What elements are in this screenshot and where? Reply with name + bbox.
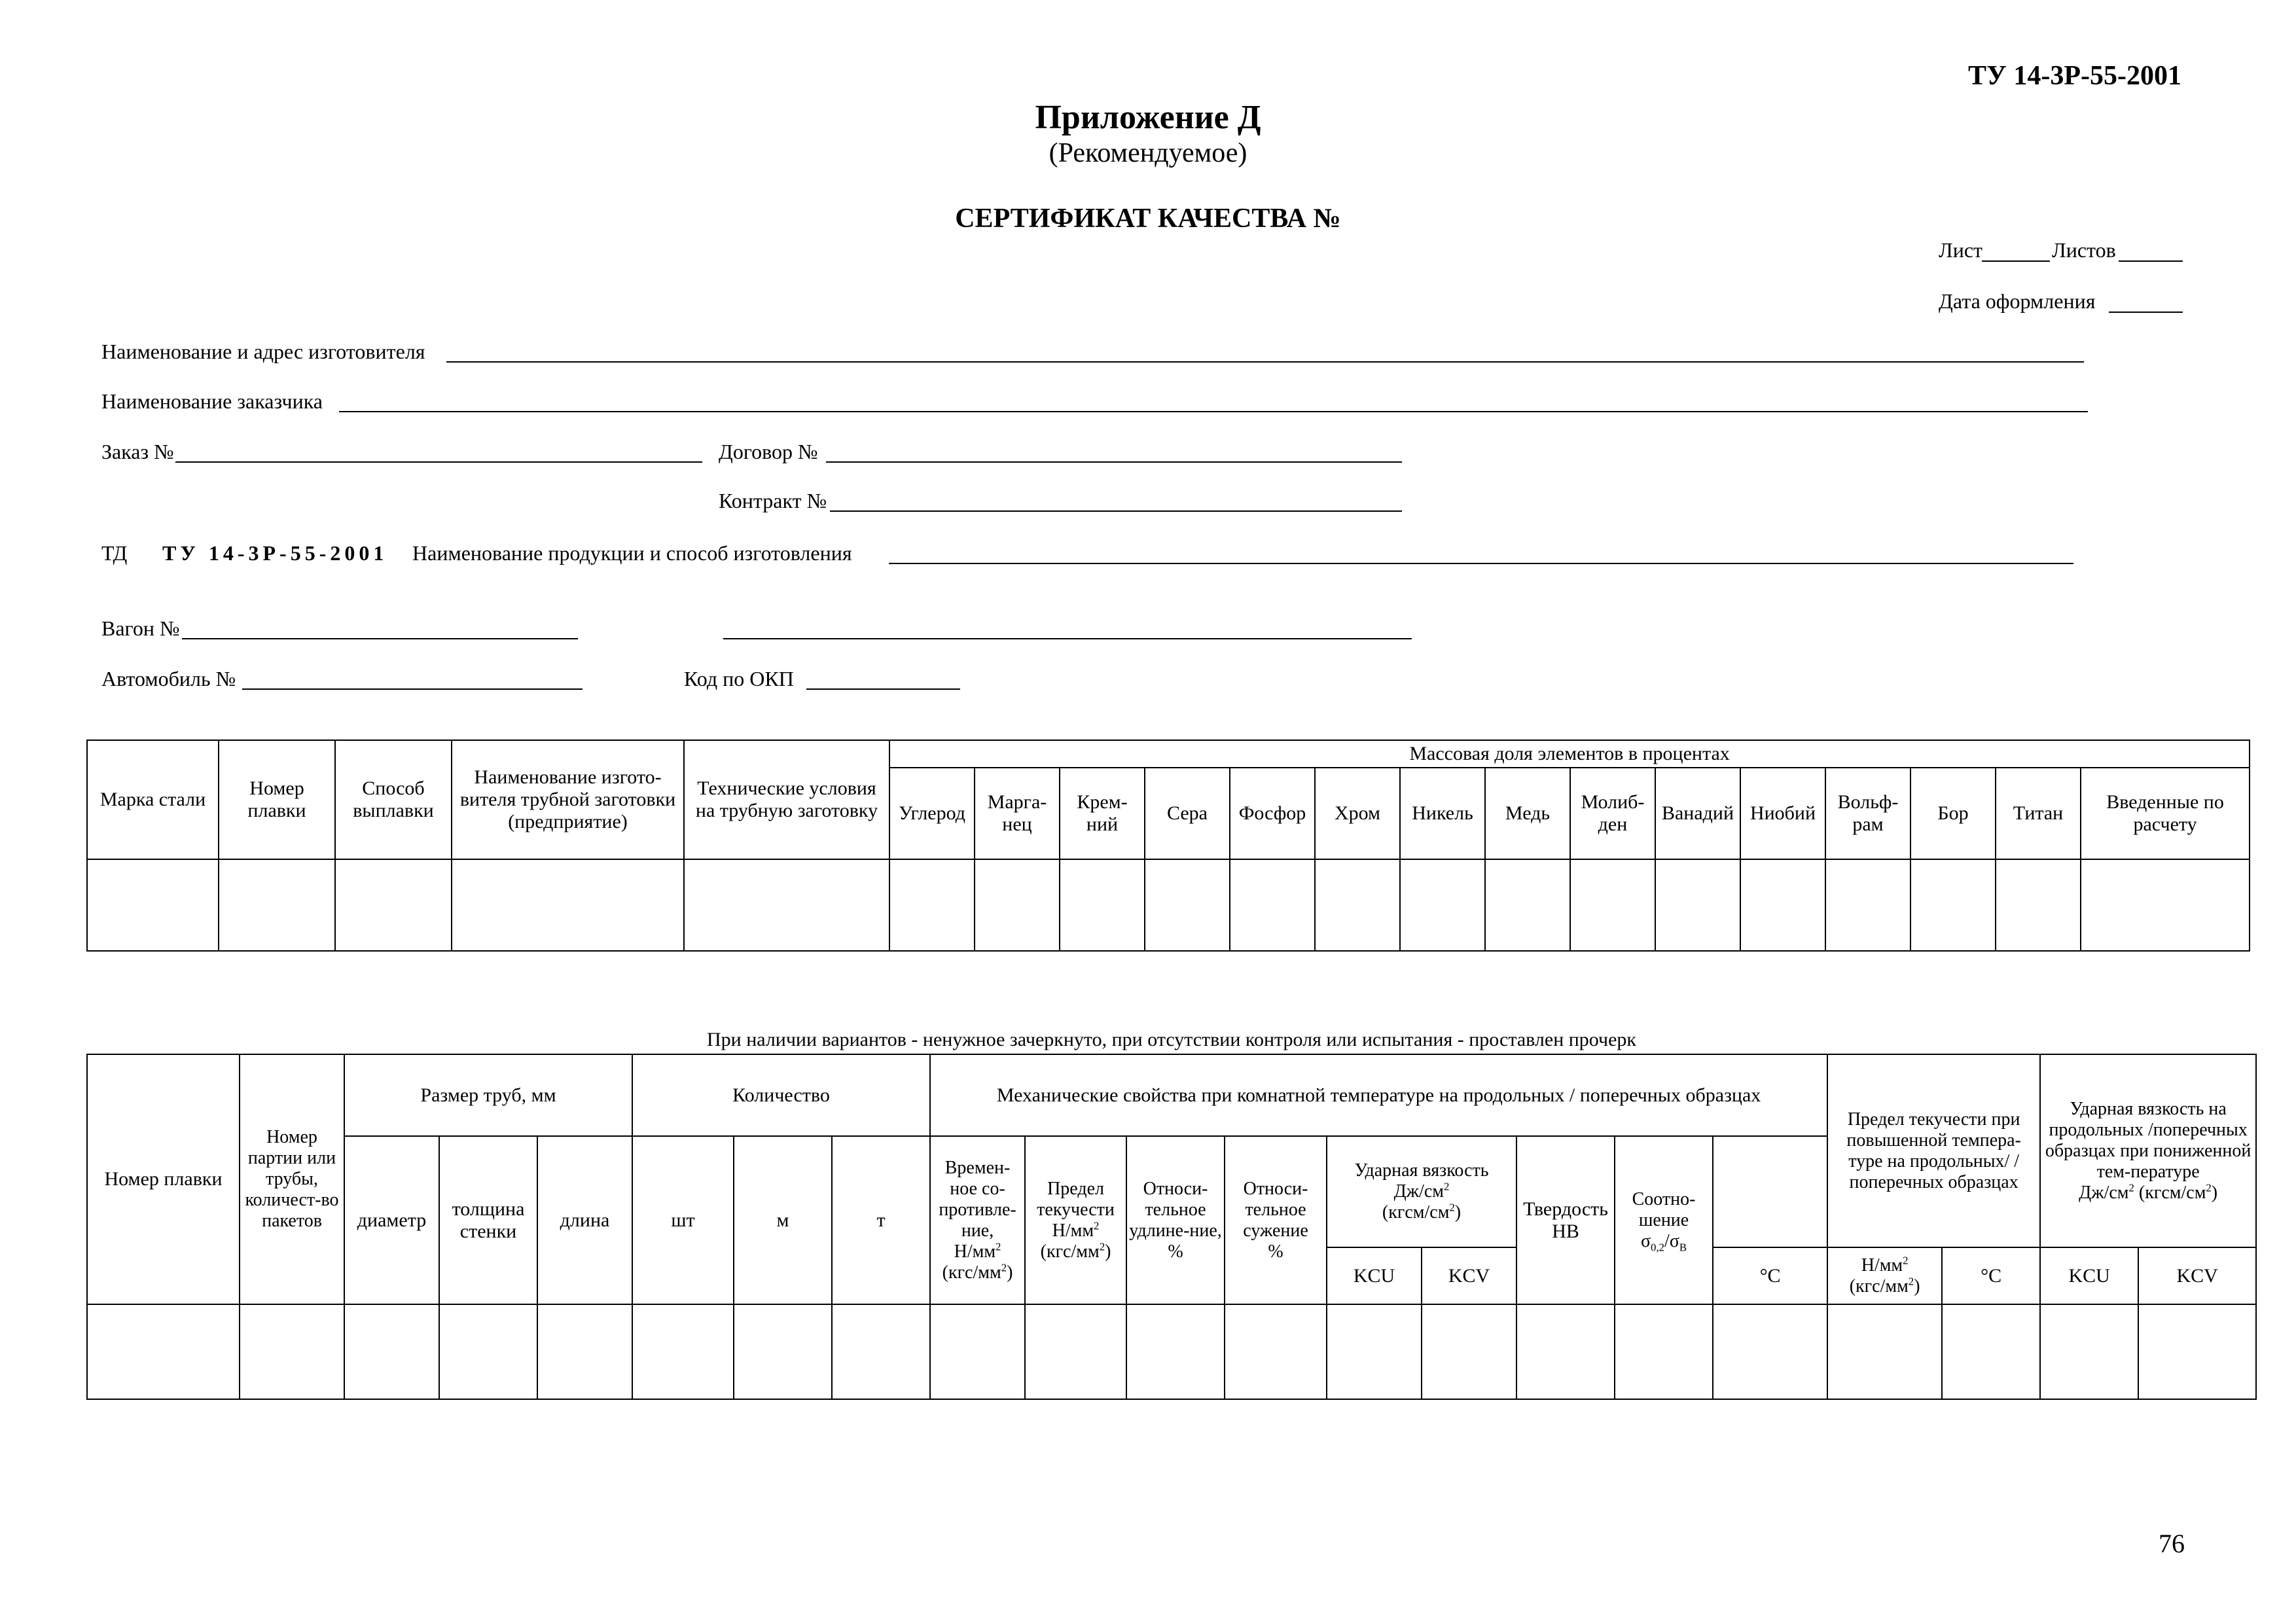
data-cell[interactable] xyxy=(632,1304,734,1399)
data-cell[interactable] xyxy=(344,1304,439,1399)
data-cell[interactable] xyxy=(1060,859,1145,951)
wagon-extra-field[interactable] xyxy=(723,638,1412,639)
col-element: Медь xyxy=(1485,768,1570,859)
date-label: Дата оформления xyxy=(1939,289,2096,313)
data-cell[interactable] xyxy=(1827,1304,1942,1399)
data-cell[interactable] xyxy=(452,859,684,951)
data-cell[interactable] xyxy=(439,1304,537,1399)
wagon-field[interactable] xyxy=(182,638,578,639)
page-number: 76 xyxy=(2159,1529,2185,1558)
data-cell[interactable] xyxy=(1615,1304,1713,1399)
mech-properties-header: Механические свойства при комнатной температуре на продольных / поперечных образцах xyxy=(930,1054,1827,1136)
data-cell[interactable] xyxy=(1315,859,1400,951)
data-cell[interactable] xyxy=(1230,859,1315,951)
data-cell[interactable] xyxy=(1485,859,1570,951)
sigma-subscript: 0,2 xyxy=(1651,1241,1665,1254)
appendix-title: Приложение Д xyxy=(1035,99,1261,136)
col-melting-method: Способ выплавки xyxy=(335,740,452,859)
col-element: Молиб-ден xyxy=(1570,768,1655,859)
data-cell[interactable] xyxy=(734,1304,832,1399)
sheet-field[interactable] xyxy=(1982,260,2050,262)
document-code: ТУ 14-3Р-55-2001 xyxy=(1968,61,2181,91)
data-cell[interactable] xyxy=(87,1304,240,1399)
impact-unit: Дж/см xyxy=(1393,1181,1444,1202)
data-cell[interactable] xyxy=(2040,1304,2138,1399)
appendix-subtitle: (Рекомендуемое) xyxy=(1049,138,1247,168)
certificate-title: СЕРТИФИКАТ КАЧЕСТВА № xyxy=(955,204,1341,234)
product-label: Наименование продукции и способ изготовления xyxy=(412,541,852,565)
data-cell[interactable] xyxy=(684,859,889,951)
order-label: Заказ № xyxy=(101,440,174,463)
impact-header: Ударная вязкость $Дж/см^2$ $(кгсм/см^2)$ xyxy=(1327,1136,1516,1247)
data-cell[interactable] xyxy=(87,859,219,951)
data-cell[interactable] xyxy=(832,1304,930,1399)
col-element: Крем-ний xyxy=(1060,768,1145,859)
tensile-unit2: (кгс/мм xyxy=(942,1262,1001,1283)
col-billet-specs: Технические условия на трубную заготовку xyxy=(684,740,889,859)
td-value: ТУ 14-3Р-55-2001 xyxy=(162,541,388,565)
customer-field[interactable] xyxy=(339,411,2088,412)
okp-field[interactable] xyxy=(806,688,960,690)
col-steel-grade: Марка стали xyxy=(87,740,219,859)
impact-text: Ударная вязкость xyxy=(1354,1160,1489,1181)
sheet-label: Лист xyxy=(1939,238,1983,262)
col-pcs: шт xyxy=(632,1136,734,1304)
contract-label: Контракт № xyxy=(719,489,827,512)
order-field[interactable] xyxy=(175,461,702,463)
data-cell[interactable] xyxy=(1225,1304,1327,1399)
col-element: Бор xyxy=(1910,768,1996,859)
data-cell[interactable] xyxy=(219,859,335,951)
tensile-text: Времен-ное со-противле-ние, xyxy=(939,1157,1016,1241)
col-kcu: KCU xyxy=(2040,1247,2138,1304)
reduction-unit: % xyxy=(1268,1241,1283,1262)
n-mm-unit: Н/мм xyxy=(1861,1255,1903,1275)
sigma-symbol: σ xyxy=(1669,1230,1679,1251)
col-element: Фосфор xyxy=(1230,768,1315,859)
agreement-field[interactable] xyxy=(826,461,1402,463)
data-cell[interactable] xyxy=(2081,859,2250,951)
data-cell[interactable] xyxy=(537,1304,632,1399)
wagon-label: Вагон № xyxy=(101,616,180,640)
data-cell[interactable] xyxy=(1942,1304,2040,1399)
data-cell[interactable] xyxy=(1655,859,1740,951)
data-cell[interactable] xyxy=(975,859,1060,951)
col-kcv: KCV xyxy=(1422,1247,1516,1304)
quantity-header: Количество xyxy=(632,1054,930,1136)
col-element: Хром xyxy=(1315,768,1400,859)
car-label: Автомобиль № xyxy=(101,667,236,690)
customer-label: Наименование заказчика xyxy=(101,389,323,413)
yield-text: Предел текучести xyxy=(1037,1178,1115,1220)
data-cell[interactable] xyxy=(1713,1304,1827,1399)
col-element: Углерод xyxy=(889,768,975,859)
col-n-mm: $Н/мм^2$ $(кгс/мм^2)$ xyxy=(1827,1247,1942,1304)
mechanical-properties-table xyxy=(86,1054,2257,1400)
sigma-subscript: B xyxy=(1679,1241,1687,1254)
product-field[interactable] xyxy=(889,563,2073,564)
manufacturer-field[interactable] xyxy=(446,361,2084,363)
col-element: Марга-нец xyxy=(975,768,1060,859)
col-wall: толщина стенки xyxy=(439,1136,537,1304)
impact-low-header: Ударная вязкость на продольных /поперечных образцах при пониженной тем-пературе $Дж/см^2$ $(кгсм/см^2)$ xyxy=(2040,1054,2256,1247)
elongation-text: Относи-тельное удлине-ние, xyxy=(1129,1178,1222,1241)
col-element: Титан xyxy=(1996,768,2081,859)
data-cell[interactable] xyxy=(1126,1304,1225,1399)
data-cell[interactable] xyxy=(1996,859,2081,951)
col-kcu: KCU xyxy=(1327,1247,1422,1304)
data-cell[interactable] xyxy=(2138,1304,2256,1399)
col-heat-number: Номер плавки xyxy=(87,1054,240,1304)
yield-unit: Н/мм xyxy=(1052,1220,1094,1241)
variants-note: При наличии вариантов - ненужное зачеркнуто, при отсутствии контроля или испытания - проставлен прочерк xyxy=(706,1029,1637,1050)
date-field[interactable] xyxy=(2109,312,2183,313)
size-header: Размер труб, мм xyxy=(344,1054,632,1136)
col-heat-number: Номер плавки xyxy=(219,740,335,859)
chemical-composition-table xyxy=(86,740,2250,952)
col-element: Ванадий xyxy=(1655,768,1740,859)
kgs-mm-unit: (кгс/мм xyxy=(1849,1275,1909,1296)
data-cell[interactable] xyxy=(1145,859,1230,951)
col-yield: Предел текучести $Н/мм^2$ $(кгс/мм^2)$ xyxy=(1025,1136,1126,1304)
table-row xyxy=(87,1304,2256,1399)
col-reduction xyxy=(1225,1136,1327,1304)
col-elongation xyxy=(1126,1136,1225,1304)
td-label: ТД xyxy=(101,541,128,565)
mass-fraction-header: Массовая доля элементов в процентах xyxy=(889,740,2250,768)
col-billet-maker: Наименование изгото-вителя трубной заготовки (предприятие) xyxy=(452,740,684,859)
col-length: длина xyxy=(537,1136,632,1304)
data-cell[interactable] xyxy=(1327,1304,1422,1399)
col-element: Сера xyxy=(1145,768,1230,859)
yield-unit2: (кгс/мм xyxy=(1040,1241,1100,1262)
col-lot: Номер партии или трубы, количест-во пакетов xyxy=(240,1054,344,1304)
tensile-unit: Н/мм xyxy=(954,1241,996,1262)
data-cell[interactable] xyxy=(930,1304,1025,1399)
manufacturer-label: Наименование и адрес изготовителя xyxy=(101,340,425,363)
data-cell[interactable] xyxy=(1740,859,1825,951)
col-t: т xyxy=(832,1136,930,1304)
col-element: Ниобий xyxy=(1740,768,1825,859)
col-element: Никель xyxy=(1400,768,1485,859)
col-deg-c: °С xyxy=(1713,1247,1827,1304)
col-hardness: Твердость НВ xyxy=(1516,1136,1615,1304)
sheets-label: Листов xyxy=(2052,238,2116,262)
col-tensile: Времен-ное со-противле-ние, $Н/мм^2$ $(кгс/мм^2)$ xyxy=(930,1136,1025,1304)
reduction-text: Относи-тельное сужение xyxy=(1243,1178,1308,1241)
impact-low-unit2: (кгсм/см xyxy=(2138,1182,2206,1203)
col-element: Вольф-рам xyxy=(1825,768,1910,859)
data-cell[interactable] xyxy=(889,859,975,951)
impact-low-text: Ударная вязкость на продольных /поперечных образцах при пониженной тем-пературе xyxy=(2045,1098,2251,1182)
contract-field[interactable] xyxy=(830,510,1402,512)
col-deg-c: °С xyxy=(1942,1247,2040,1304)
sigma-symbol: σ xyxy=(1640,1230,1651,1251)
col-kcv: KCV xyxy=(2138,1247,2256,1304)
data-cell[interactable] xyxy=(1570,859,1655,951)
agreement-label: Договор № xyxy=(719,440,818,463)
data-cell[interactable] xyxy=(1025,1304,1126,1399)
impact-low-unit: Дж/см xyxy=(2079,1182,2129,1203)
elongation-unit: % xyxy=(1168,1241,1183,1262)
data-cell[interactable] xyxy=(1422,1304,1516,1399)
data-cell[interactable] xyxy=(335,859,452,951)
col-ratio: Соотно-шение $\sigma_{0,2}/\sigma_B$ xyxy=(1615,1136,1713,1304)
ratio-text: Соотно-шение xyxy=(1632,1188,1696,1230)
yield-hot-header: Предел текучести при повышенной темпера-туре на продольных/ /поперечных образцах xyxy=(1827,1054,2040,1247)
data-cell[interactable] xyxy=(1910,859,1996,951)
impact-unit2: (кгсм/см xyxy=(1382,1202,1450,1222)
data-cell[interactable] xyxy=(240,1304,344,1399)
col-diameter: диаметр xyxy=(344,1136,439,1304)
col-m: м xyxy=(734,1136,832,1304)
data-cell[interactable] xyxy=(1400,859,1485,951)
data-cell[interactable] xyxy=(1825,859,1910,951)
sheets-field[interactable] xyxy=(2119,260,2183,262)
okp-label: Код по ОКП xyxy=(684,667,794,690)
car-field[interactable] xyxy=(242,688,583,690)
table-row xyxy=(87,859,2250,951)
data-cell[interactable] xyxy=(1516,1304,1615,1399)
col-element: Введенные по расчету xyxy=(2081,768,2250,859)
